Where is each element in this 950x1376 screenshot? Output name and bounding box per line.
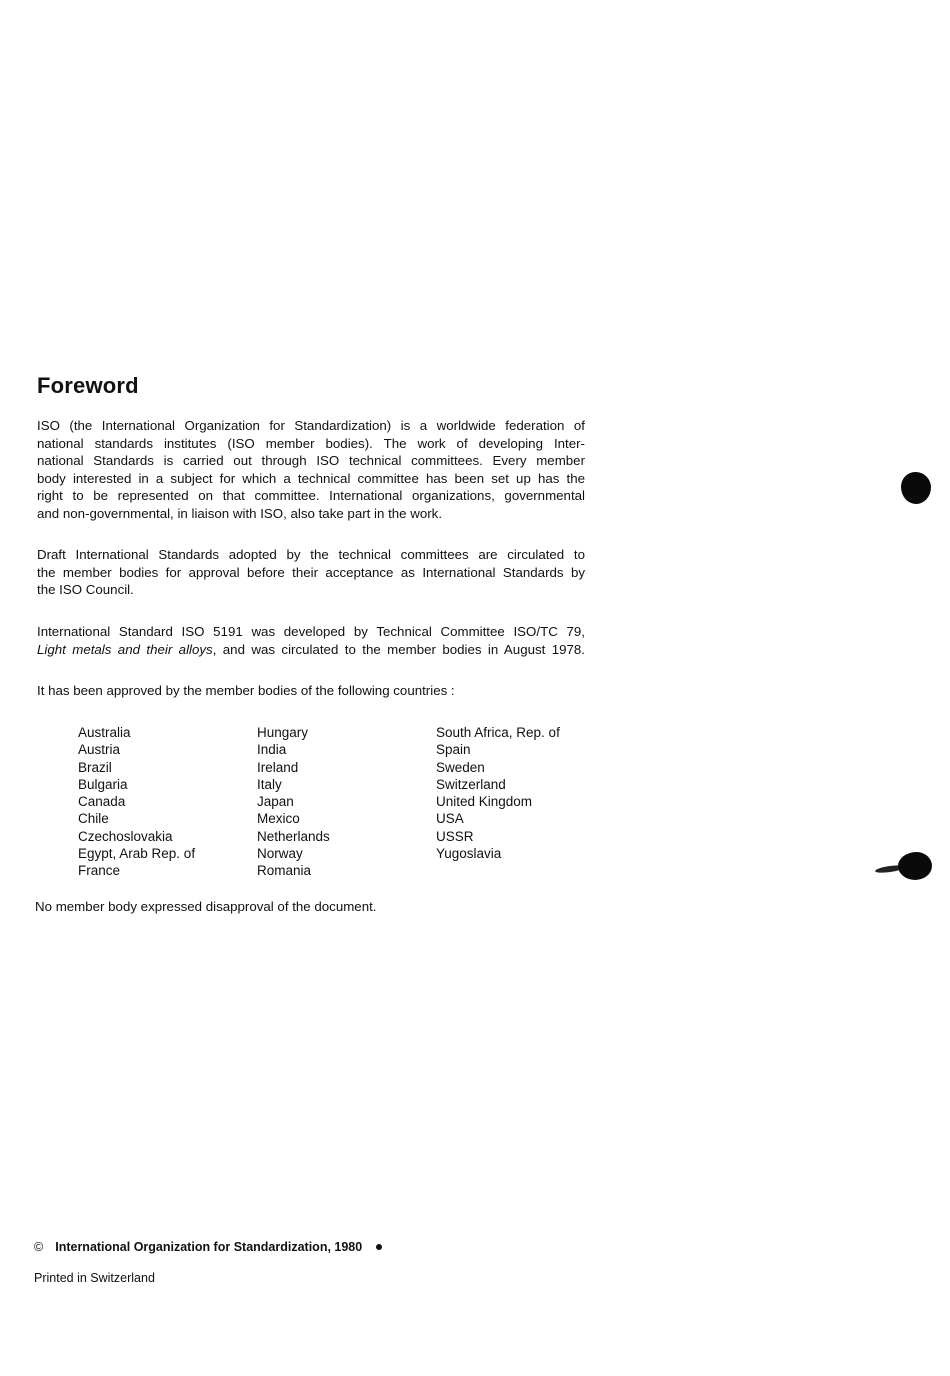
country-item: Australia bbox=[78, 725, 131, 740]
country-item: Japan bbox=[257, 794, 294, 810]
country-item: Romania bbox=[257, 863, 312, 879]
ink-blot-icon bbox=[901, 472, 931, 504]
country-item: USSR bbox=[436, 828, 474, 844]
country-item: India bbox=[257, 742, 287, 758]
country-item: South Africa, Rep. of bbox=[436, 725, 560, 740]
text-line: national standards institutes (ISO member bodies). The work of developing Inter- bbox=[37, 435, 585, 451]
foreword-paragraph-disapproval bbox=[35, 898, 583, 916]
text-line: right to be represented on that committee. International organizations, governmental bbox=[37, 488, 585, 503]
text-line: International Standard ISO 5191 was developed by Technical Committee ISO/TC 79, bbox=[37, 624, 585, 639]
country-item: Chile bbox=[78, 811, 109, 827]
copyright-symbol: © bbox=[34, 1240, 44, 1254]
country-item: Norway bbox=[257, 846, 303, 862]
country-item: Egypt, Arab Rep. of bbox=[78, 846, 196, 862]
foreword-paragraph-drafts bbox=[37, 546, 585, 599]
country-item: Italy bbox=[257, 776, 282, 792]
text-line: the member bodies for approval before their acceptance as International Standards by bbox=[37, 564, 585, 580]
committee-title: Light metals and their alloys bbox=[37, 641, 213, 657]
text-line bbox=[37, 641, 585, 659]
foreword-paragraph-approval bbox=[37, 682, 585, 700]
country-item: United Kingdom bbox=[436, 794, 533, 810]
text-line: No member body expressed disapproval of the document. bbox=[35, 899, 377, 914]
text-line: the ISO Council. bbox=[37, 582, 134, 597]
text-line: It has been approved by the member bodies of the following countries : bbox=[37, 683, 455, 698]
text-fragment: , and was circulated to the member bodies in August 1978. bbox=[212, 641, 586, 657]
country-column-3 bbox=[436, 724, 560, 862]
country-item: USA bbox=[436, 811, 464, 827]
country-item: Switzerland bbox=[436, 776, 506, 792]
page-title: Foreword bbox=[37, 373, 139, 398]
country-item: Sweden bbox=[436, 759, 485, 775]
country-item: Austria bbox=[78, 742, 121, 758]
country-item: Spain bbox=[436, 742, 471, 758]
text-line: and non-governmental, in liaison with ISO, also take part in the work. bbox=[37, 505, 443, 521]
country-item: France bbox=[78, 863, 121, 879]
country-item: Ireland bbox=[257, 759, 299, 775]
country-item: Bulgaria bbox=[78, 776, 128, 792]
ink-blot-icon bbox=[898, 852, 932, 880]
text-line: Draft International Standards adopted by the technical committees are circulated to bbox=[37, 547, 585, 562]
copyright-text: International Organization for Standardization, 1980 bbox=[55, 1240, 363, 1254]
country-item: Netherlands bbox=[257, 828, 330, 844]
country-item: Czechoslovakia bbox=[78, 828, 173, 844]
printed-in: Printed in Switzerland bbox=[34, 1271, 155, 1285]
country-column-2 bbox=[257, 724, 330, 880]
foreword-paragraph-standard bbox=[37, 623, 585, 658]
country-item: Yugoslavia bbox=[436, 846, 502, 862]
country-item: Hungary bbox=[257, 725, 309, 740]
text-line: body interested in a subject for which a technical committee has been set up has the bbox=[37, 470, 585, 486]
text-line: national Standards is carried out through ISO technical committees. Every member bbox=[37, 453, 585, 468]
bullet-icon bbox=[376, 1244, 382, 1250]
text-line: ISO (the International Organization for Standardization) is a worldwide federation of bbox=[37, 418, 585, 433]
country-item: Brazil bbox=[78, 759, 112, 775]
country-item: Mexico bbox=[257, 811, 300, 827]
copyright-notice bbox=[34, 1240, 382, 1254]
country-column-1 bbox=[78, 724, 195, 880]
country-item: Canada bbox=[78, 794, 126, 810]
foreword-paragraph-iso bbox=[37, 417, 585, 522]
